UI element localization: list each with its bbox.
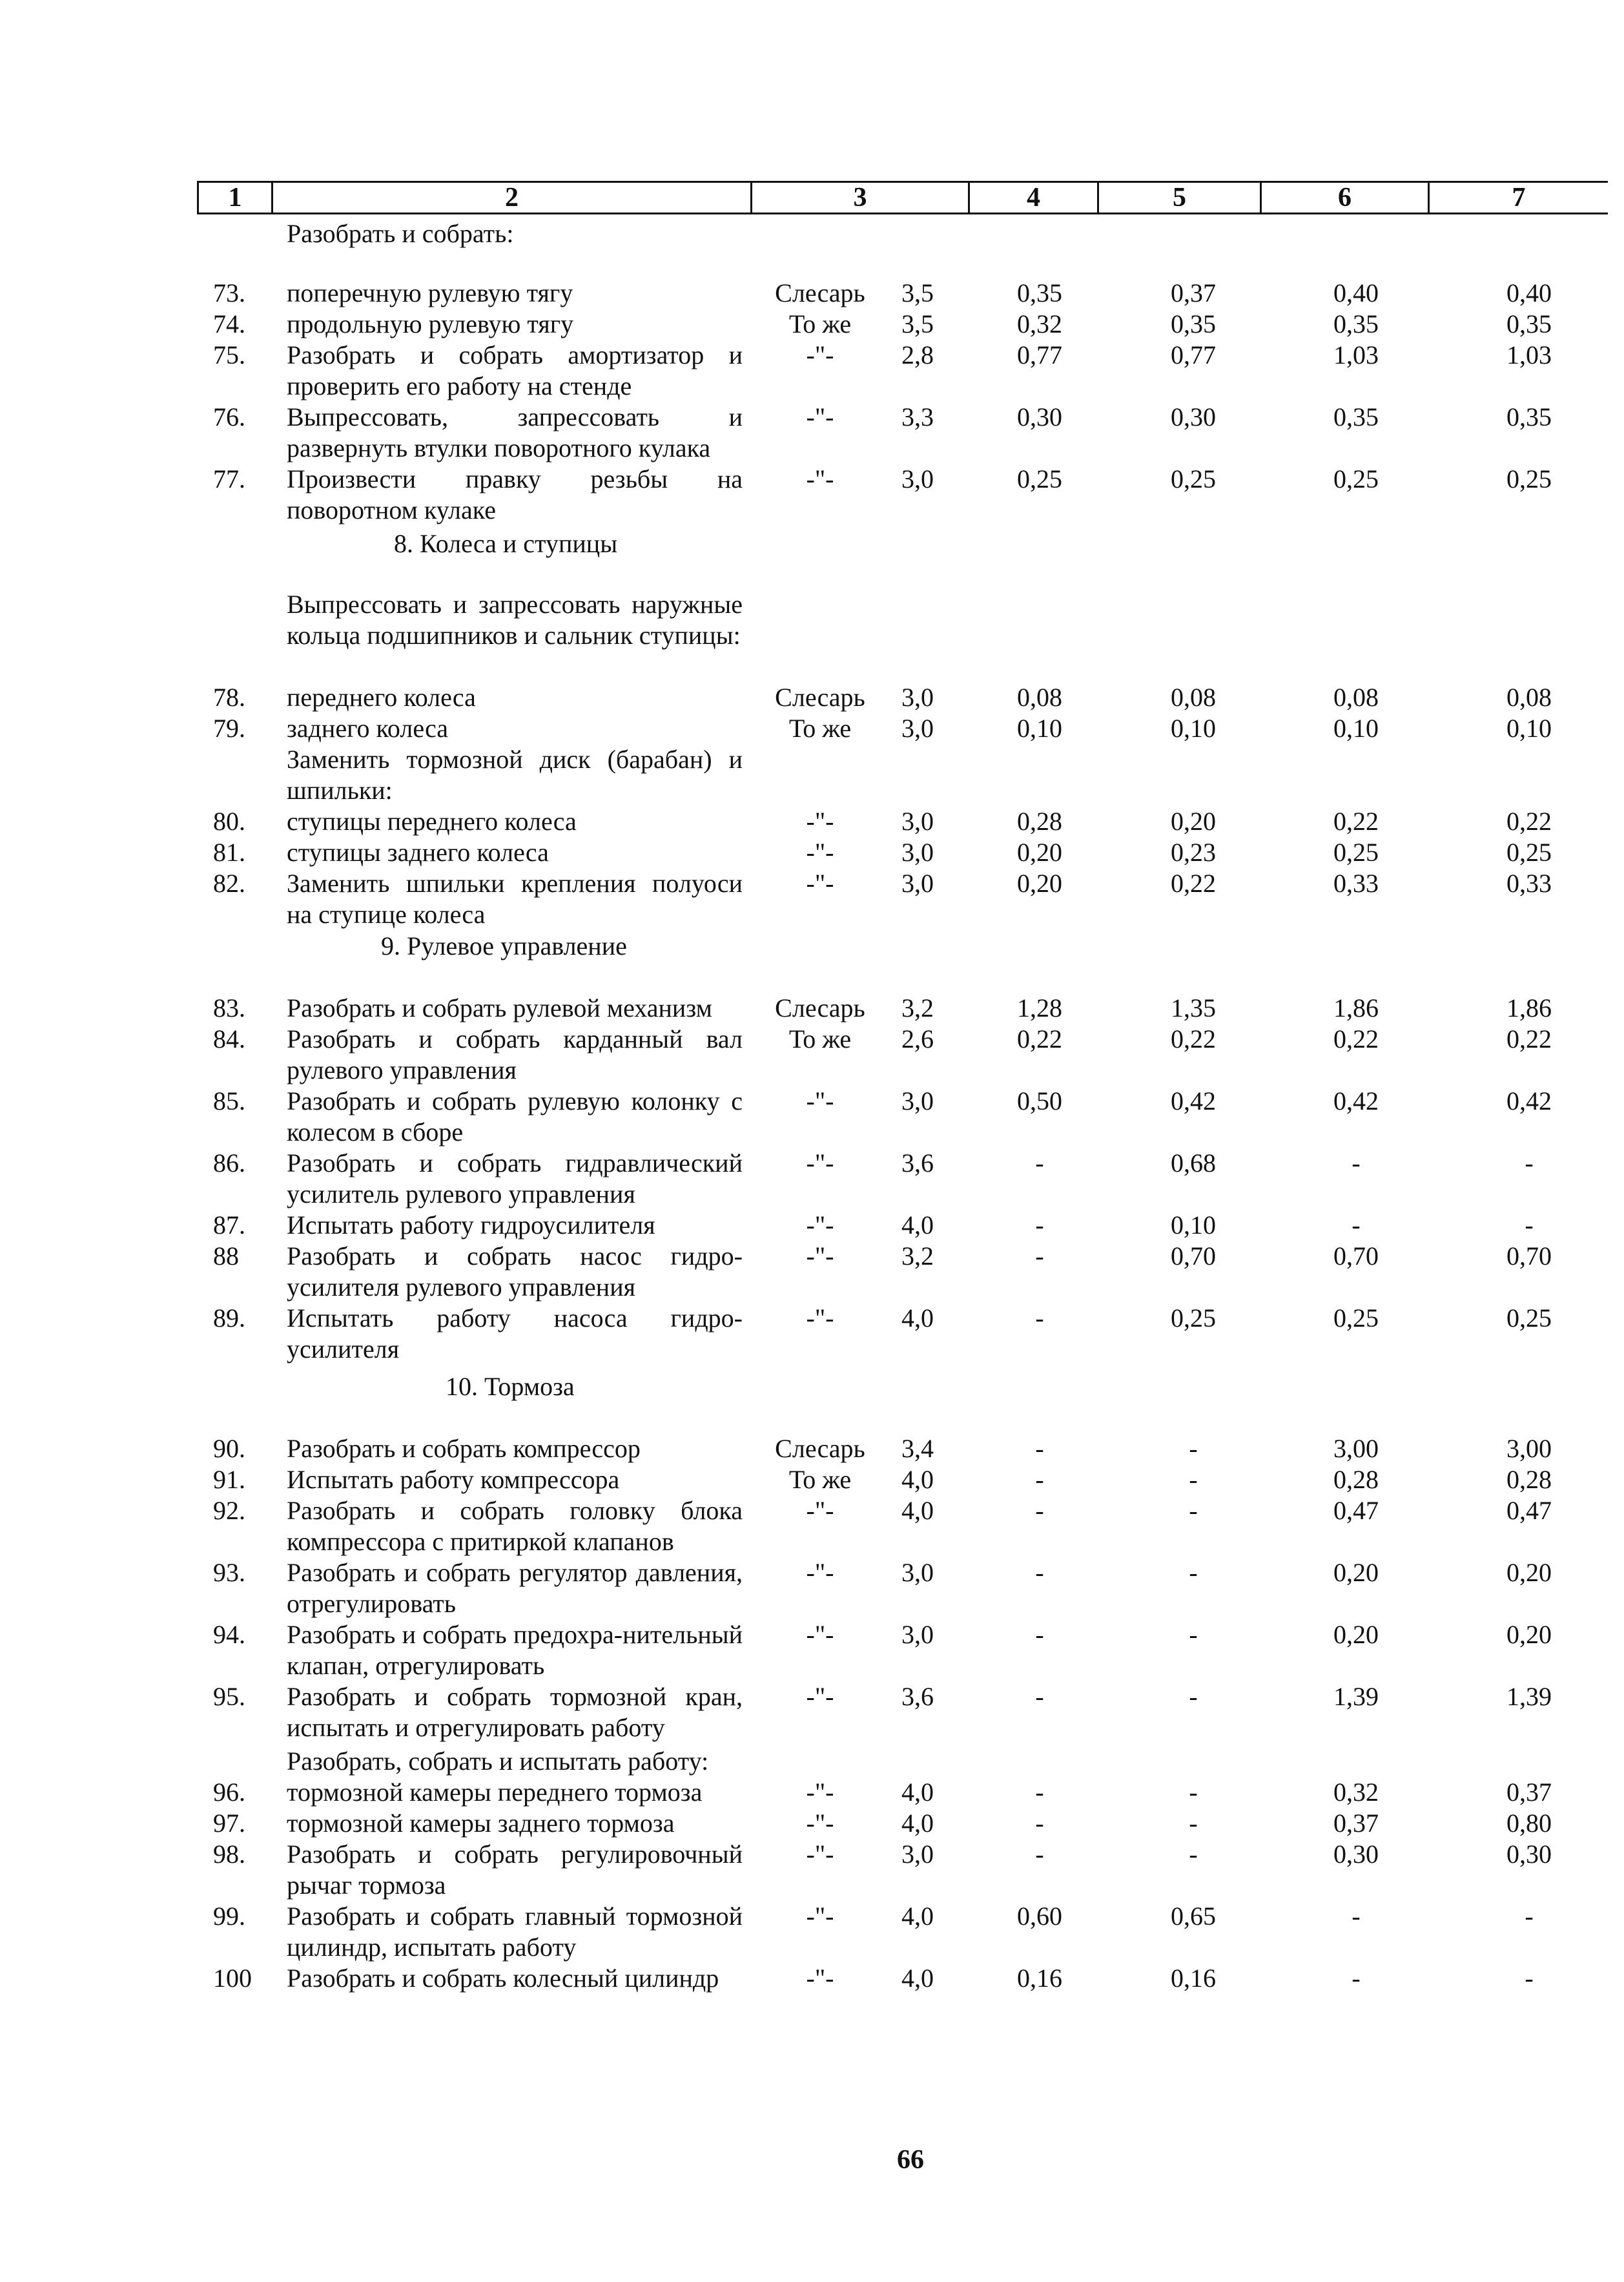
header-col-5: 5: [1097, 181, 1260, 214]
subheading-10: Разобрать, собрать и испытать работу:: [287, 1747, 709, 1776]
row-col-4: -: [1035, 1210, 1044, 1240]
row-col-7: -: [1525, 1210, 1534, 1240]
row-grade: 3,0: [901, 1558, 934, 1587]
row-description: Выпрессовать, запрессовать и развернуть втулки поворотного кулака: [287, 402, 743, 462]
row-col-4: 0,20: [1017, 838, 1062, 867]
row-description: Разобрать и собрать тормозной кран, испытать и отрегулировать работу: [287, 1682, 743, 1742]
row-number: 94.: [213, 1620, 245, 1649]
row-col-7: 0,20: [1506, 1558, 1552, 1587]
row-grade: 3,6: [901, 1148, 934, 1177]
row-description: Разобрать и собрать гидравлический усилитель рулевого управления: [287, 1148, 743, 1208]
row-col-4: 0,30: [1017, 402, 1062, 431]
row-col-5: 0,42: [1171, 1086, 1216, 1115]
row-col-5: 0,20: [1171, 807, 1216, 836]
row-col-4: -: [1035, 1241, 1044, 1271]
row-col-6: 0,22: [1333, 807, 1379, 836]
row-worker: -"-: [806, 1210, 834, 1240]
row-col-7: 0,08: [1506, 683, 1552, 712]
row-grade: 3,5: [901, 278, 934, 307]
row-description: Разобрать и собрать головку блока компрессора с притиркой клапанов: [287, 1496, 743, 1556]
row-col-5: -: [1189, 1465, 1198, 1494]
row-description: переднего колеса: [287, 683, 476, 712]
row-col-4: -: [1035, 1840, 1044, 1869]
row-number: 82.: [213, 869, 245, 898]
row-col-6: 0,32: [1333, 1778, 1379, 1807]
row-number: 85.: [213, 1086, 245, 1115]
row-col-6: 0,28: [1333, 1465, 1379, 1494]
row-grade: 3,0: [901, 1620, 934, 1649]
row-col-7: -: [1525, 1964, 1534, 1993]
row-description: Заменить шпильки крепления полуоси на ступице колеса: [287, 869, 743, 929]
row-col-6: -: [1352, 1210, 1361, 1240]
row-col-5: -: [1189, 1809, 1198, 1838]
row-col-5: 0,22: [1171, 1024, 1216, 1053]
row-col-7: 0,47: [1506, 1496, 1552, 1525]
row-col-4: 0,25: [1017, 464, 1062, 493]
section-8-title: 8. Колеса и ступицы: [394, 529, 618, 558]
row-col-6: 0,25: [1333, 838, 1379, 867]
row-worker: -"-: [806, 1086, 834, 1115]
row-col-7: 1,03: [1506, 340, 1552, 369]
row-col-4: -: [1035, 1778, 1044, 1807]
row-grade: 3,6: [901, 1682, 934, 1711]
row-worker: -"-: [806, 1778, 834, 1807]
row-description: Разобрать и собрать предохра-нительный клапан, отрегулировать: [287, 1620, 743, 1680]
row-number: 89.: [213, 1303, 245, 1333]
row-worker: -"-: [806, 1303, 834, 1333]
row-col-5: 0,10: [1171, 714, 1216, 743]
row-col-7: 0,42: [1506, 1086, 1552, 1115]
row-description: Разобрать и собрать рулевой механизм: [287, 993, 712, 1022]
row-description: Разобрать и собрать регулировочный рычаг тормоза: [287, 1840, 743, 1900]
row-col-7: 0,25: [1506, 464, 1552, 493]
row-col-7: 1,39: [1506, 1682, 1552, 1711]
row-col-5: -: [1189, 1496, 1198, 1525]
row-description: Разобрать и собрать главный тормозной цилиндр, испытать работу: [287, 1902, 743, 1962]
row-number: 80.: [213, 807, 245, 836]
row-col-6: -: [1352, 1902, 1361, 1931]
row-col-6: 1,39: [1333, 1682, 1379, 1711]
row-worker: -"-: [806, 1902, 834, 1931]
row-number: 97.: [213, 1809, 245, 1838]
row-description: Разобрать и собрать рулевую колонку с колесом в сборе: [287, 1086, 743, 1146]
row-number: 86.: [213, 1148, 245, 1177]
row-description: заднего колеса: [287, 714, 449, 743]
row-number: 75.: [213, 340, 245, 369]
row-col-4: -: [1035, 1620, 1044, 1649]
row-col-7: 0,22: [1506, 807, 1552, 836]
row-worker: -"-: [806, 1620, 834, 1649]
row-col-5: 0,68: [1171, 1148, 1216, 1177]
row-col-6: 0,10: [1333, 714, 1379, 743]
subheading-8b: Заменить тормозной диск (барабан) и шпильки:: [287, 745, 743, 805]
row-grade: 3,0: [901, 683, 934, 712]
row-grade: 4,0: [901, 1964, 934, 1993]
row-col-4: 0,08: [1017, 683, 1062, 712]
row-col-7: 0,35: [1506, 309, 1552, 338]
row-col-6: 0,47: [1333, 1496, 1379, 1525]
row-description: Разобрать и собрать насос гидро-усилителя рулевого управления: [287, 1241, 743, 1302]
row-col-6: 0,08: [1333, 683, 1379, 712]
row-grade: 3,0: [901, 838, 934, 867]
row-worker: То же: [788, 1465, 852, 1494]
row-col-4: 0,35: [1017, 278, 1062, 307]
row-number: 100: [213, 1964, 252, 1993]
row-description: Разобрать и собрать компрессор: [287, 1434, 641, 1463]
row-description: ступицы заднего колеса: [287, 838, 549, 867]
row-worker: Слесарь: [775, 278, 865, 307]
row-col-6: 0,20: [1333, 1620, 1379, 1649]
row-worker: -"-: [806, 1840, 834, 1869]
row-col-7: 0,10: [1506, 714, 1552, 743]
row-description: Испытать работу компрессора: [287, 1465, 620, 1494]
row-grade: 3,4: [901, 1434, 934, 1463]
row-col-5: -: [1189, 1682, 1198, 1711]
row-worker: -"-: [806, 1241, 834, 1271]
row-worker: То же: [788, 714, 852, 743]
row-col-5: 0,22: [1171, 869, 1216, 898]
row-col-5: 0,25: [1171, 464, 1216, 493]
row-description: тормозной камеры заднего тормоза: [287, 1809, 675, 1838]
row-worker: -"-: [806, 807, 834, 836]
page-number: 66: [897, 2145, 924, 2175]
row-grade: 3,0: [901, 807, 934, 836]
row-col-4: 0,16: [1017, 1964, 1062, 1993]
row-col-4: -: [1035, 1303, 1044, 1333]
intro-line: Разобрать и собрать:: [287, 219, 514, 248]
row-col-4: 0,50: [1017, 1086, 1062, 1115]
row-worker: Слесарь: [775, 683, 865, 712]
row-description: ступицы переднего колеса: [287, 807, 577, 836]
row-number: 99.: [213, 1902, 245, 1931]
row-number: 93.: [213, 1558, 245, 1587]
row-col-5: 0,08: [1171, 683, 1216, 712]
row-grade: 2,8: [901, 340, 934, 369]
row-number: 79.: [213, 714, 245, 743]
row-col-4: 0,22: [1017, 1024, 1062, 1053]
row-number: 88: [213, 1241, 239, 1271]
row-grade: 3,0: [901, 1840, 934, 1869]
header-col-1: 1: [197, 181, 271, 214]
row-col-4: 0,10: [1017, 714, 1062, 743]
row-col-4: 0,77: [1017, 340, 1062, 369]
row-number: 83.: [213, 993, 245, 1022]
row-worker: -"-: [806, 340, 834, 369]
row-col-5: -: [1189, 1778, 1198, 1807]
row-number: 92.: [213, 1496, 245, 1525]
row-worker: -"-: [806, 402, 834, 431]
row-number: 74.: [213, 309, 245, 338]
row-worker: -"-: [806, 1682, 834, 1711]
row-col-7: -: [1525, 1148, 1534, 1177]
row-description: Разобрать и собрать карданный вал рулевого управления: [287, 1024, 743, 1084]
row-col-7: 0,28: [1506, 1465, 1552, 1494]
row-col-6: 0,33: [1333, 869, 1379, 898]
row-description: Разобрать и собрать регулятор давления, отрегулировать: [287, 1558, 743, 1618]
row-grade: 3,0: [901, 714, 934, 743]
row-col-6: 0,30: [1333, 1840, 1379, 1869]
row-number: 95.: [213, 1682, 245, 1711]
row-worker: То же: [788, 1024, 852, 1053]
row-col-7: 0,80: [1506, 1809, 1552, 1838]
row-col-7: 0,40: [1506, 278, 1552, 307]
row-grade: 3,0: [901, 1086, 934, 1115]
row-worker: -"-: [806, 1558, 834, 1587]
row-description: продольную рулевую тягу: [287, 309, 574, 338]
row-col-6: -: [1352, 1148, 1361, 1177]
row-col-5: 0,77: [1171, 340, 1216, 369]
row-grade: 4,0: [901, 1496, 934, 1525]
row-col-6: 0,40: [1333, 278, 1379, 307]
row-description: Испытать работу насоса гидро-усилителя: [287, 1303, 743, 1364]
row-worker: -"-: [806, 1496, 834, 1525]
row-col-7: 0,22: [1506, 1024, 1552, 1053]
row-col-7: 0,25: [1506, 838, 1552, 867]
row-col-4: 0,20: [1017, 869, 1062, 898]
row-col-7: 0,33: [1506, 869, 1552, 898]
row-grade: 3,2: [901, 993, 934, 1022]
row-description: Разобрать и собрать амортизатор и проверить его работу на стенде: [287, 340, 743, 400]
row-col-4: 0,60: [1017, 1902, 1062, 1931]
row-grade: 3,5: [901, 309, 934, 338]
row-col-6: 0,35: [1333, 309, 1379, 338]
row-col-6: -: [1352, 1964, 1361, 1993]
row-grade: 4,0: [901, 1465, 934, 1494]
row-grade: 4,0: [901, 1809, 934, 1838]
row-col-4: 0,32: [1017, 309, 1062, 338]
row-col-6: 0,37: [1333, 1809, 1379, 1838]
row-col-7: -: [1525, 1902, 1534, 1931]
row-number: 90.: [213, 1434, 245, 1463]
row-col-5: 0,37: [1171, 278, 1216, 307]
row-description: Испытать работу гидроусилителя: [287, 1210, 655, 1240]
row-col-4: -: [1035, 1558, 1044, 1587]
row-col-7: 3,00: [1506, 1434, 1552, 1463]
row-col-6: 1,86: [1333, 993, 1379, 1022]
row-col-6: 0,70: [1333, 1241, 1379, 1271]
row-col-5: -: [1189, 1620, 1198, 1649]
row-col-5: -: [1189, 1434, 1198, 1463]
row-col-7: 0,25: [1506, 1303, 1552, 1333]
row-col-4: -: [1035, 1682, 1044, 1711]
row-col-7: 1,86: [1506, 993, 1552, 1022]
row-col-5: 0,30: [1171, 402, 1216, 431]
row-description: Разобрать и собрать колесный цилиндр: [287, 1964, 719, 1993]
row-grade: 2,6: [901, 1024, 934, 1053]
row-number: 76.: [213, 402, 245, 431]
row-col-7: 0,30: [1506, 1840, 1552, 1869]
row-col-7: 0,35: [1506, 402, 1552, 431]
row-col-5: 0,23: [1171, 838, 1216, 867]
row-number: 78.: [213, 683, 245, 712]
row-description: Произвести правку резьбы на поворотном кулаке: [287, 464, 743, 524]
row-col-5: 0,25: [1171, 1303, 1216, 1333]
row-grade: 3,0: [901, 464, 934, 493]
row-col-6: 0,22: [1333, 1024, 1379, 1053]
row-worker: -"-: [806, 1964, 834, 1993]
row-description: поперечную рулевую тягу: [287, 278, 573, 307]
row-worker: Слесарь: [775, 993, 865, 1022]
row-col-6: 0,42: [1333, 1086, 1379, 1115]
row-col-7: 0,70: [1506, 1241, 1552, 1271]
row-number: 87.: [213, 1210, 245, 1240]
section-10-title: 10. Тормоза: [446, 1372, 575, 1401]
row-col-5: -: [1189, 1840, 1198, 1869]
row-number: 73.: [213, 278, 245, 307]
row-col-4: 0,28: [1017, 807, 1062, 836]
row-worker: -"-: [806, 464, 834, 493]
row-number: 84.: [213, 1024, 245, 1053]
row-col-6: 1,03: [1333, 340, 1379, 369]
row-col-4: -: [1035, 1809, 1044, 1838]
header-col-2: 2: [271, 181, 750, 214]
row-col-5: -: [1189, 1558, 1198, 1587]
row-worker: -"-: [806, 838, 834, 867]
row-worker: -"-: [806, 1809, 834, 1838]
row-col-5: 1,35: [1171, 993, 1216, 1022]
row-col-7: 0,37: [1506, 1778, 1552, 1807]
row-worker: То же: [788, 309, 852, 338]
row-grade: 3,3: [901, 402, 934, 431]
row-col-4: -: [1035, 1465, 1044, 1494]
row-grade: 4,0: [901, 1210, 934, 1240]
row-worker: Слесарь: [775, 1434, 865, 1463]
row-col-4: -: [1035, 1496, 1044, 1525]
row-col-5: 0,65: [1171, 1902, 1216, 1931]
header-col-7: 7: [1428, 181, 1608, 214]
row-col-6: 0,25: [1333, 1303, 1379, 1333]
row-grade: 4,0: [901, 1902, 934, 1931]
row-col-6: 3,00: [1333, 1434, 1379, 1463]
row-number: 77.: [213, 464, 245, 493]
section-9-title: 9. Рулевое управление: [381, 931, 627, 960]
row-grade: 4,0: [901, 1303, 934, 1333]
header-col-4: 4: [968, 181, 1097, 214]
row-number: 91.: [213, 1465, 245, 1494]
row-number: 98.: [213, 1840, 245, 1869]
row-col-6: 0,25: [1333, 464, 1379, 493]
row-col-6: 0,35: [1333, 402, 1379, 431]
row-col-5: 0,70: [1171, 1241, 1216, 1271]
row-col-7: 0,20: [1506, 1620, 1552, 1649]
header-col-3: 3: [750, 181, 968, 214]
row-number: 96.: [213, 1778, 245, 1807]
row-description: тормозной камеры переднего тормоза: [287, 1778, 703, 1807]
row-col-4: 1,28: [1017, 993, 1062, 1022]
header-col-6: 6: [1260, 181, 1428, 214]
row-grade: 4,0: [901, 1778, 934, 1807]
row-grade: 3,0: [901, 869, 934, 898]
row-col-5: 0,10: [1171, 1210, 1216, 1240]
row-col-5: 0,16: [1171, 1964, 1216, 1993]
subheading-8a: Выпрессовать и запрессовать наружные кольца подшипников и сальник ступицы:: [287, 590, 743, 650]
row-worker: -"-: [806, 1148, 834, 1177]
row-col-6: 0,20: [1333, 1558, 1379, 1587]
row-col-4: -: [1035, 1148, 1044, 1177]
row-col-5: 0,35: [1171, 309, 1216, 338]
row-col-4: -: [1035, 1434, 1044, 1463]
row-worker: -"-: [806, 869, 834, 898]
row-grade: 3,2: [901, 1241, 934, 1271]
row-number: 81.: [213, 838, 245, 867]
